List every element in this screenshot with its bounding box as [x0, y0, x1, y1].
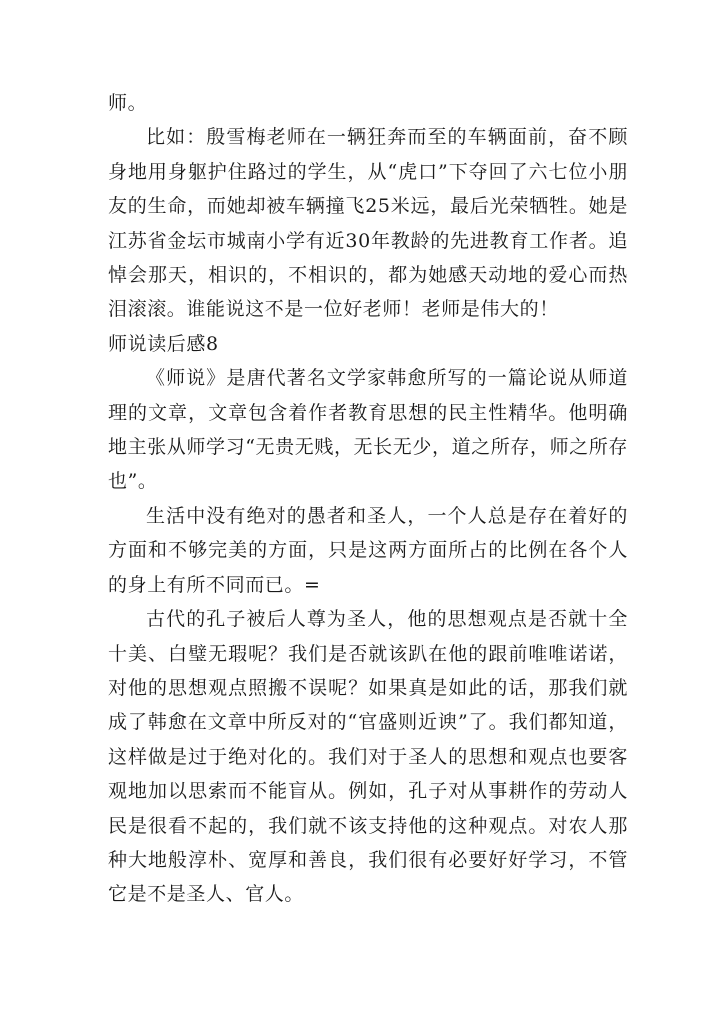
paragraph-intro: 《师说》是唐代著名文学家韩愈所写的一篇论说从师道理的文章，文章包含着作者教育思想的民主性精华。他明确地主张从师学习“无贵无贱，无长无少，道之所存，师之所存也”。: [108, 367, 628, 493]
paragraph-confucius: 古代的孔子被后人尊为圣人，他的思想观点是否就十全十美、白璧无瑕呢？我们是否就该趴在他的跟前唯唯诺诺，对他的思想观点照搬不误呢？如果真是如此的话，那我们就成了韩愈在文章中所反对的“官盛则近谀”了。我们都知道，这样做是过于绝对化的。我们对于圣人的思想和观点也要客观地加以思索而不能盲从。例如，孔子对从事耕作的劳动人民是很看不起的，我们就不该支持他的这种观点。对农人那种大地般淳朴、宽厚和善良，我们很有必要好好学习，不管它是不是圣人、官人。: [108, 608, 628, 906]
paragraph-life: 生活中没有绝对的愚者和圣人，一个人总是存在着好的方面和不够完美的方面，只是这两方面所占的比例在各个人的身上有所不同而已。=: [108, 504, 628, 596]
paragraph-continuation: 师。: [108, 92, 148, 114]
section-heading: 师说读后感8: [108, 332, 219, 355]
paragraph-example: 比如：殷雪梅老师在一辆狂奔而至的车辆面前，奋不顾身地用身躯护住路过的学生，从“虎口”下夺回了六七位小朋友的生命，而她却被车辆撞飞25米远，最后光荣牺牲。她是江苏省金坛市城南小学有近30年教龄的先进教育工作者。追悼会那天，相识的，不相识的，都为她感天动地的爱心而热泪滚滚。谁能说这不是一位好老师！老师是伟大的！: [108, 126, 628, 321]
document-body: [108, 86, 628, 912]
